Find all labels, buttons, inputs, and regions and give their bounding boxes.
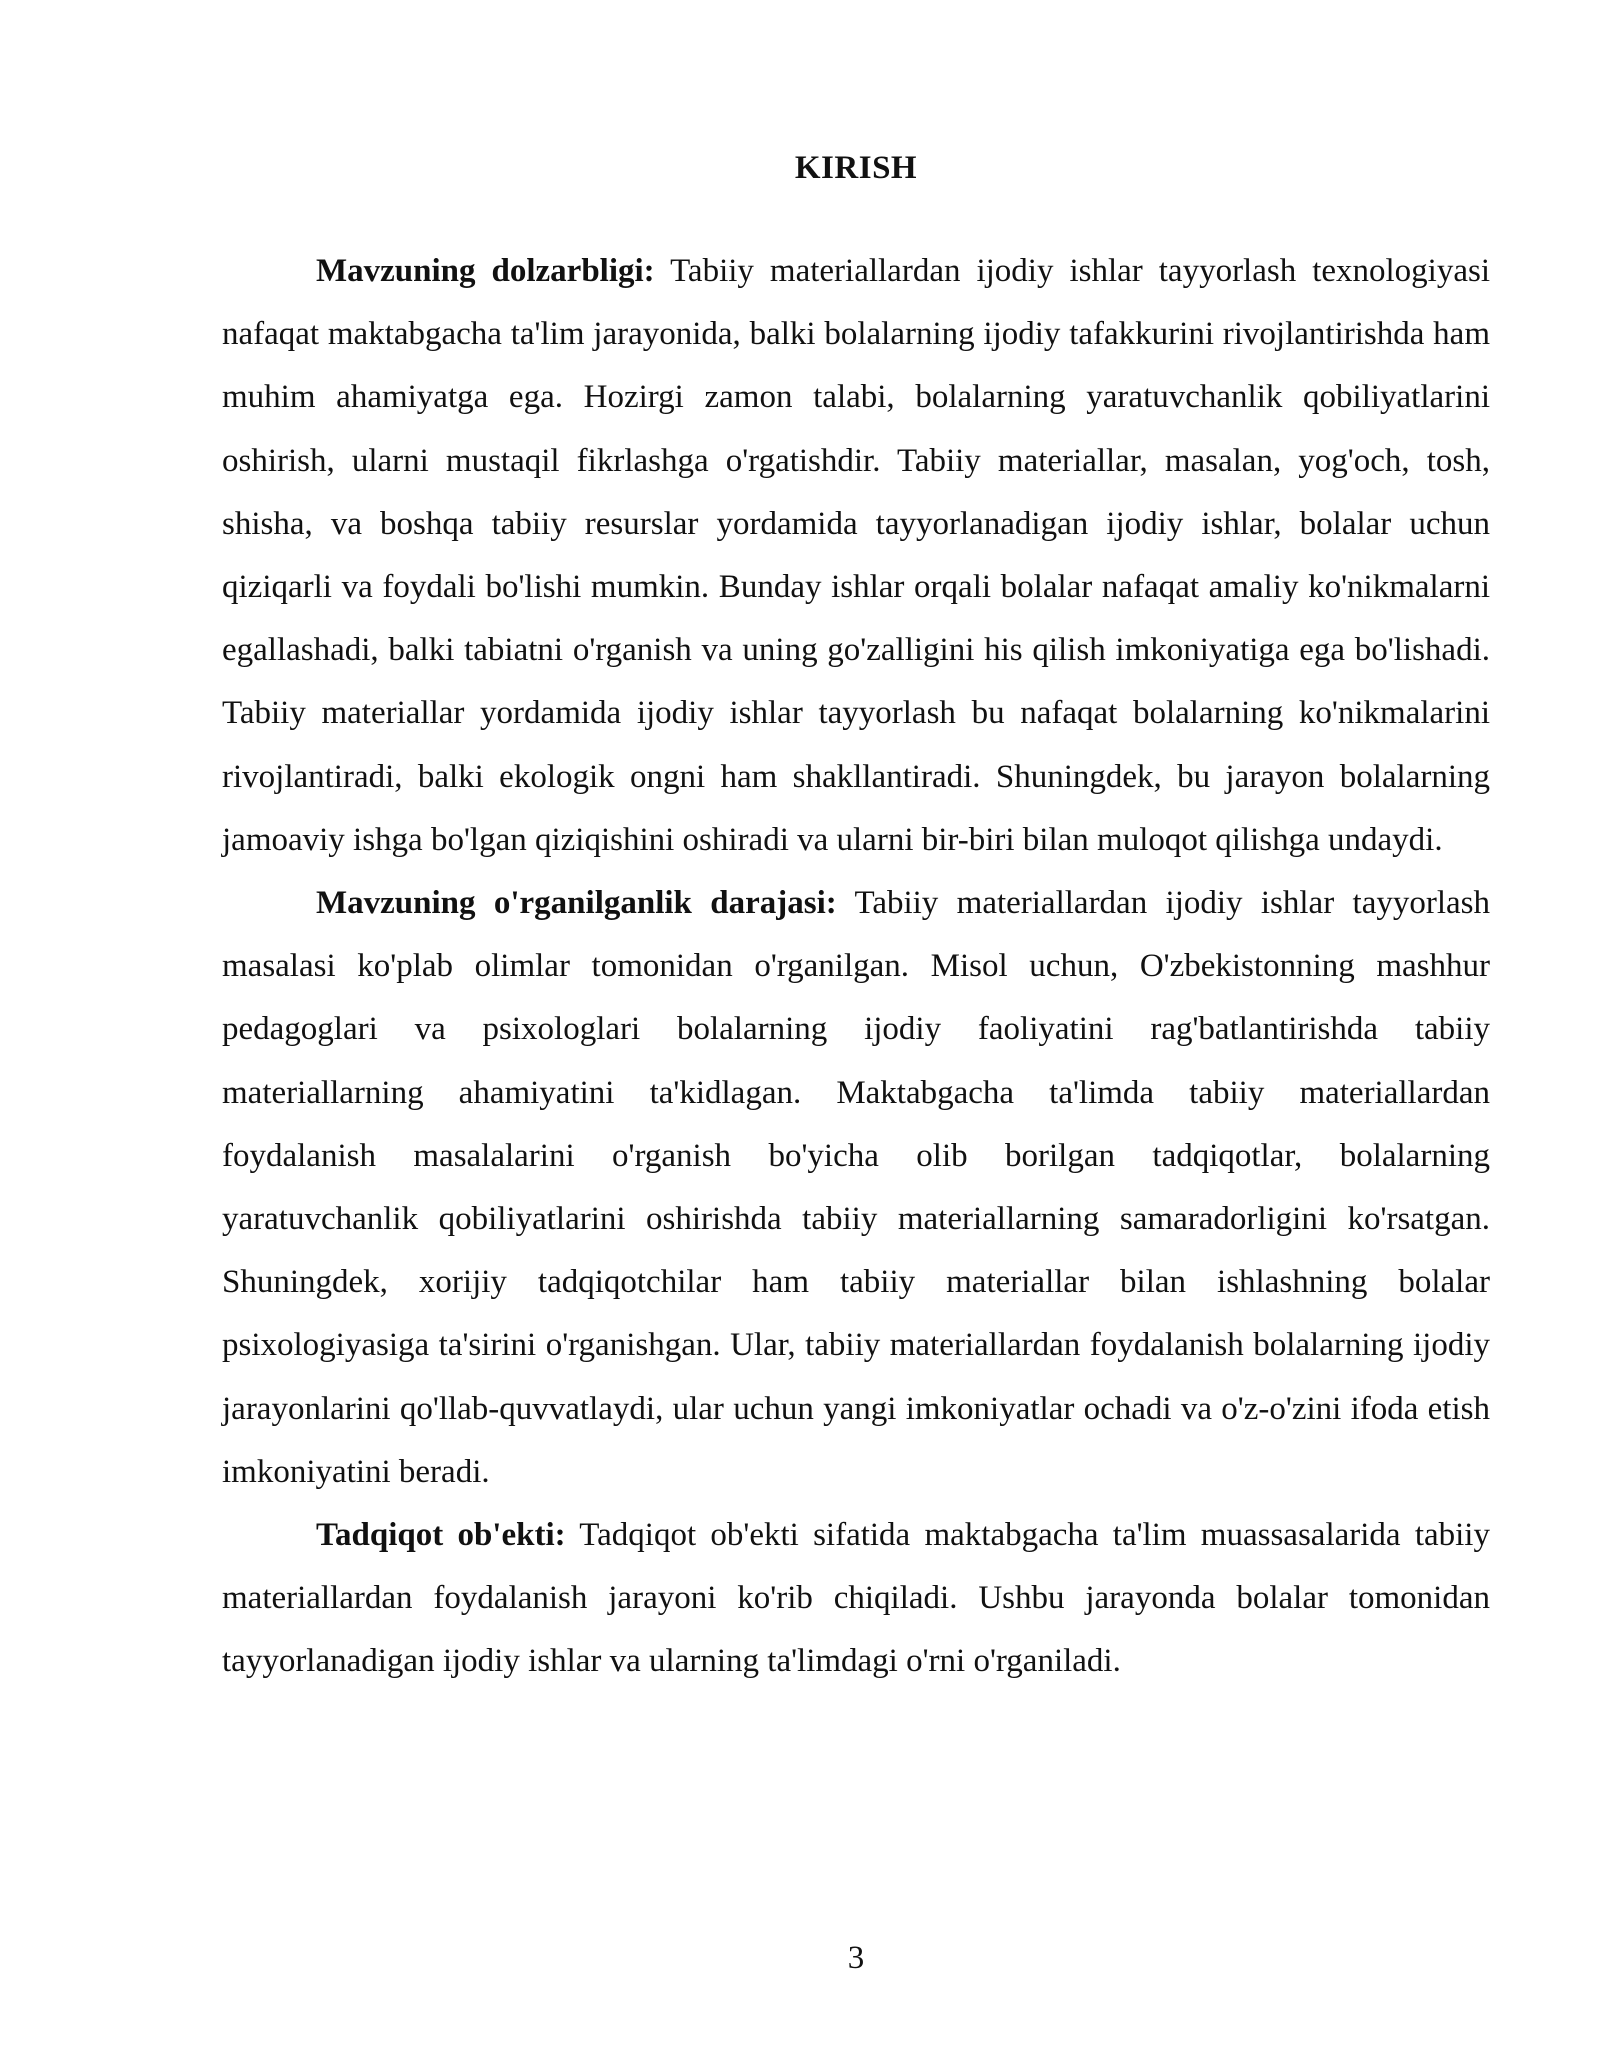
paragraph-text: Tabiiy materiallardan ijodiy ishlar tayyorlash masalasi ko'plab olimlar tomonidan o'rganilgan. Misol uchun, O'zbekistonning mashhur pedagoglari va psixologlari bolalarning ijodiy faoliyatini rag'batlantirishda tabiiy materiallarning ahamiyatini ta'kidlagan. Maktabgacha ta'limda tabiiy materiallardan foydalanish masalalarini o'rganish bo'yicha olib borilgan tadqiqotlar, bolalarning yaratuvchanlik qobiliyatlarini oshirishda tabiiy materiallarning samaradorligini ko'rsatgan. Shuningdek, xorijiy tadqiqotchilar ham tabiiy materiallar bilan ishlashning bolalar psixologiyasiga ta'sirini o'rganishgan. Ular, tabiiy materiallardan foydalanish bolalarning ijodiy jarayonlarini qo'llab-quvvatlaydi, ular uchun yangi imkoniyatlar ochadi va o'z-o'zini ifoda etish imkoniyatini beradi. [222,885,1490,1490]
paragraph-lead: Tadqiqot ob'ekti: [316,1517,566,1554]
paragraph-lead: Mavzuning o'rganilganlik darajasi: [316,885,837,922]
paragraph-text: Tadqiqot ob'ekti sifatida maktabgacha ta'lim muassasalarida tabiiy materiallardan foydalanish jarayoni ko'rib chiqiladi. Ushbu jarayonda bolalar tomonidan tayyorlanadigan ijodiy ishlar va ularning ta'limdagi o'rni o'rganiladi. [222,1517,1490,1680]
paragraph-text: Tabiiy materiallardan ijodiy ishlar tayyorlash texnologiyasi nafaqat maktabgacha ta'lim jarayonida, balki bolalarning ijodiy tafakkurini rivojlantirishda ham muhim ahamiyatga ega. Hozirgi zamon talabi, bolalarning yaratuvchanlik qobiliyatlarini oshirish, ularni mustaqil fikrlashga o'rgatishdir. Tabiiy materiallar, masalan, yog'och, tosh, shisha, va boshqa tabiiy resurslar yordamida tayyorlanadigan ijodiy ishlar, bolalar uchun qiziqarli va foydali bo'lishi mumkin. Bunday ishlar orqali bolalar nafaqat amaliy ko'nikmalarni egallashadi, balki tabiatni o'rganish va uning go'zalligini his qilish imkoniyatiga ega bo'lishadi. Tabiiy materiallar yordamida ijodiy ishlar tayyorlash bu nafaqat bolalarning ko'nikmalarini rivojlantiradi, balki ekologik ongni ham shakllantiradi. Shuningdek, bu jarayon bolalarning jamoaviy ishga bo'lgan qiziqishini oshiradi va ularni bir-biri bilan muloqot qilishga undaydi. [222,253,1491,858]
paragraph-lead: Mavzuning dolzarbligi: [316,253,655,289]
paragraph-study-level [222,872,1490,1504]
paragraph-research-object [222,1504,1490,1694]
page-heading: KIRISH [794,150,918,186]
paragraph-relevance [222,240,1490,872]
document-body [222,240,1490,1694]
page-number: 3 [847,1940,865,1976]
